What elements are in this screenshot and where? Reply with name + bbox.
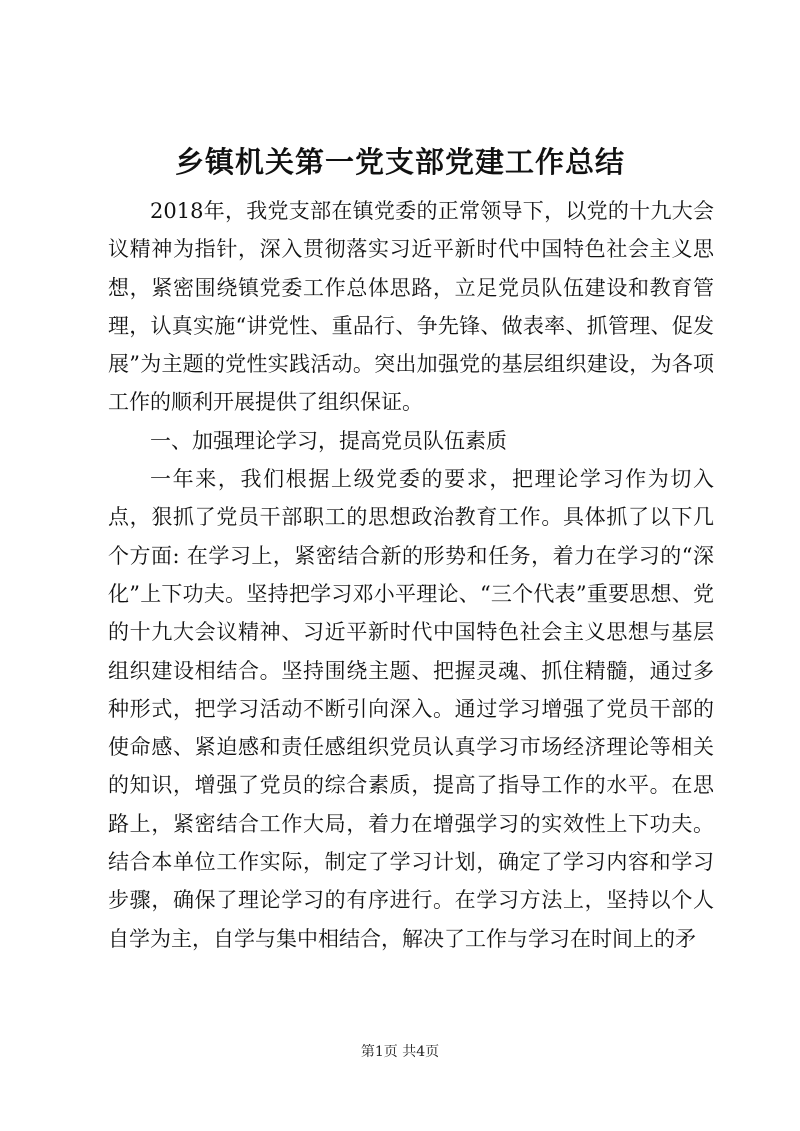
section-paragraph: 一年来，我们根据上级党委的要求，把理论学习作为切入点，狠抓了党员干部职工的思想政治教育工作。具体抓了以下几个方面: 在学习上，紧密结合新的形势和任务，着力在学习的“深化”上下功夫。坚持把学习邓小平理论、“三个代表”重要思想、党的十九大会议精神、习近平新时代中国特色社会主义思想与基层组织建设相结合。坚持围绕主题、把握灵魂、抓住精髓，通过多种形式，把学习活动不断引向深入。通过学习增强了党员干部的使命感、紧迫感和责任感组织党员认真学习市场经济理论等相关的知识，增强了党员的综合素质，提高了指导工作的水平。在思路上，紧密结合工作大局，着力在增强学习的实效性上下功夫。结合本单位工作实际，制定了学习计划，确定了学习内容和学习步骤，确保了理论学习的有序进行。在学习方法上，坚持以个人自学为主，自学与集中相结合，解决了工作与学习在时间上的矛	[108, 467, 714, 951]
page-number: 第1页 共4页	[360, 1044, 440, 1060]
document-title: 乡镇机关第一党支部党建工作总结	[174, 145, 625, 179]
document-body	[108, 192, 714, 958]
section-heading: 一、加强理论学习，提高党员队伍素质	[150, 428, 507, 453]
intro-paragraph: 2018年，我党支部在镇党委的正常领导下，以党的十九大会议精神为指针，深入贯彻落实习近平新时代中国特色社会主义思想，紧密围绕镇党委工作总体思路，立足党员队伍建设和教育管理，认真实施“讲党性、重品行、争先锋、做表率、抓管理、促发展”为主题的党性实践活动。突出加强党的基层组织建设，为各项工作的顺利开展提供了组织保证。	[108, 199, 714, 415]
